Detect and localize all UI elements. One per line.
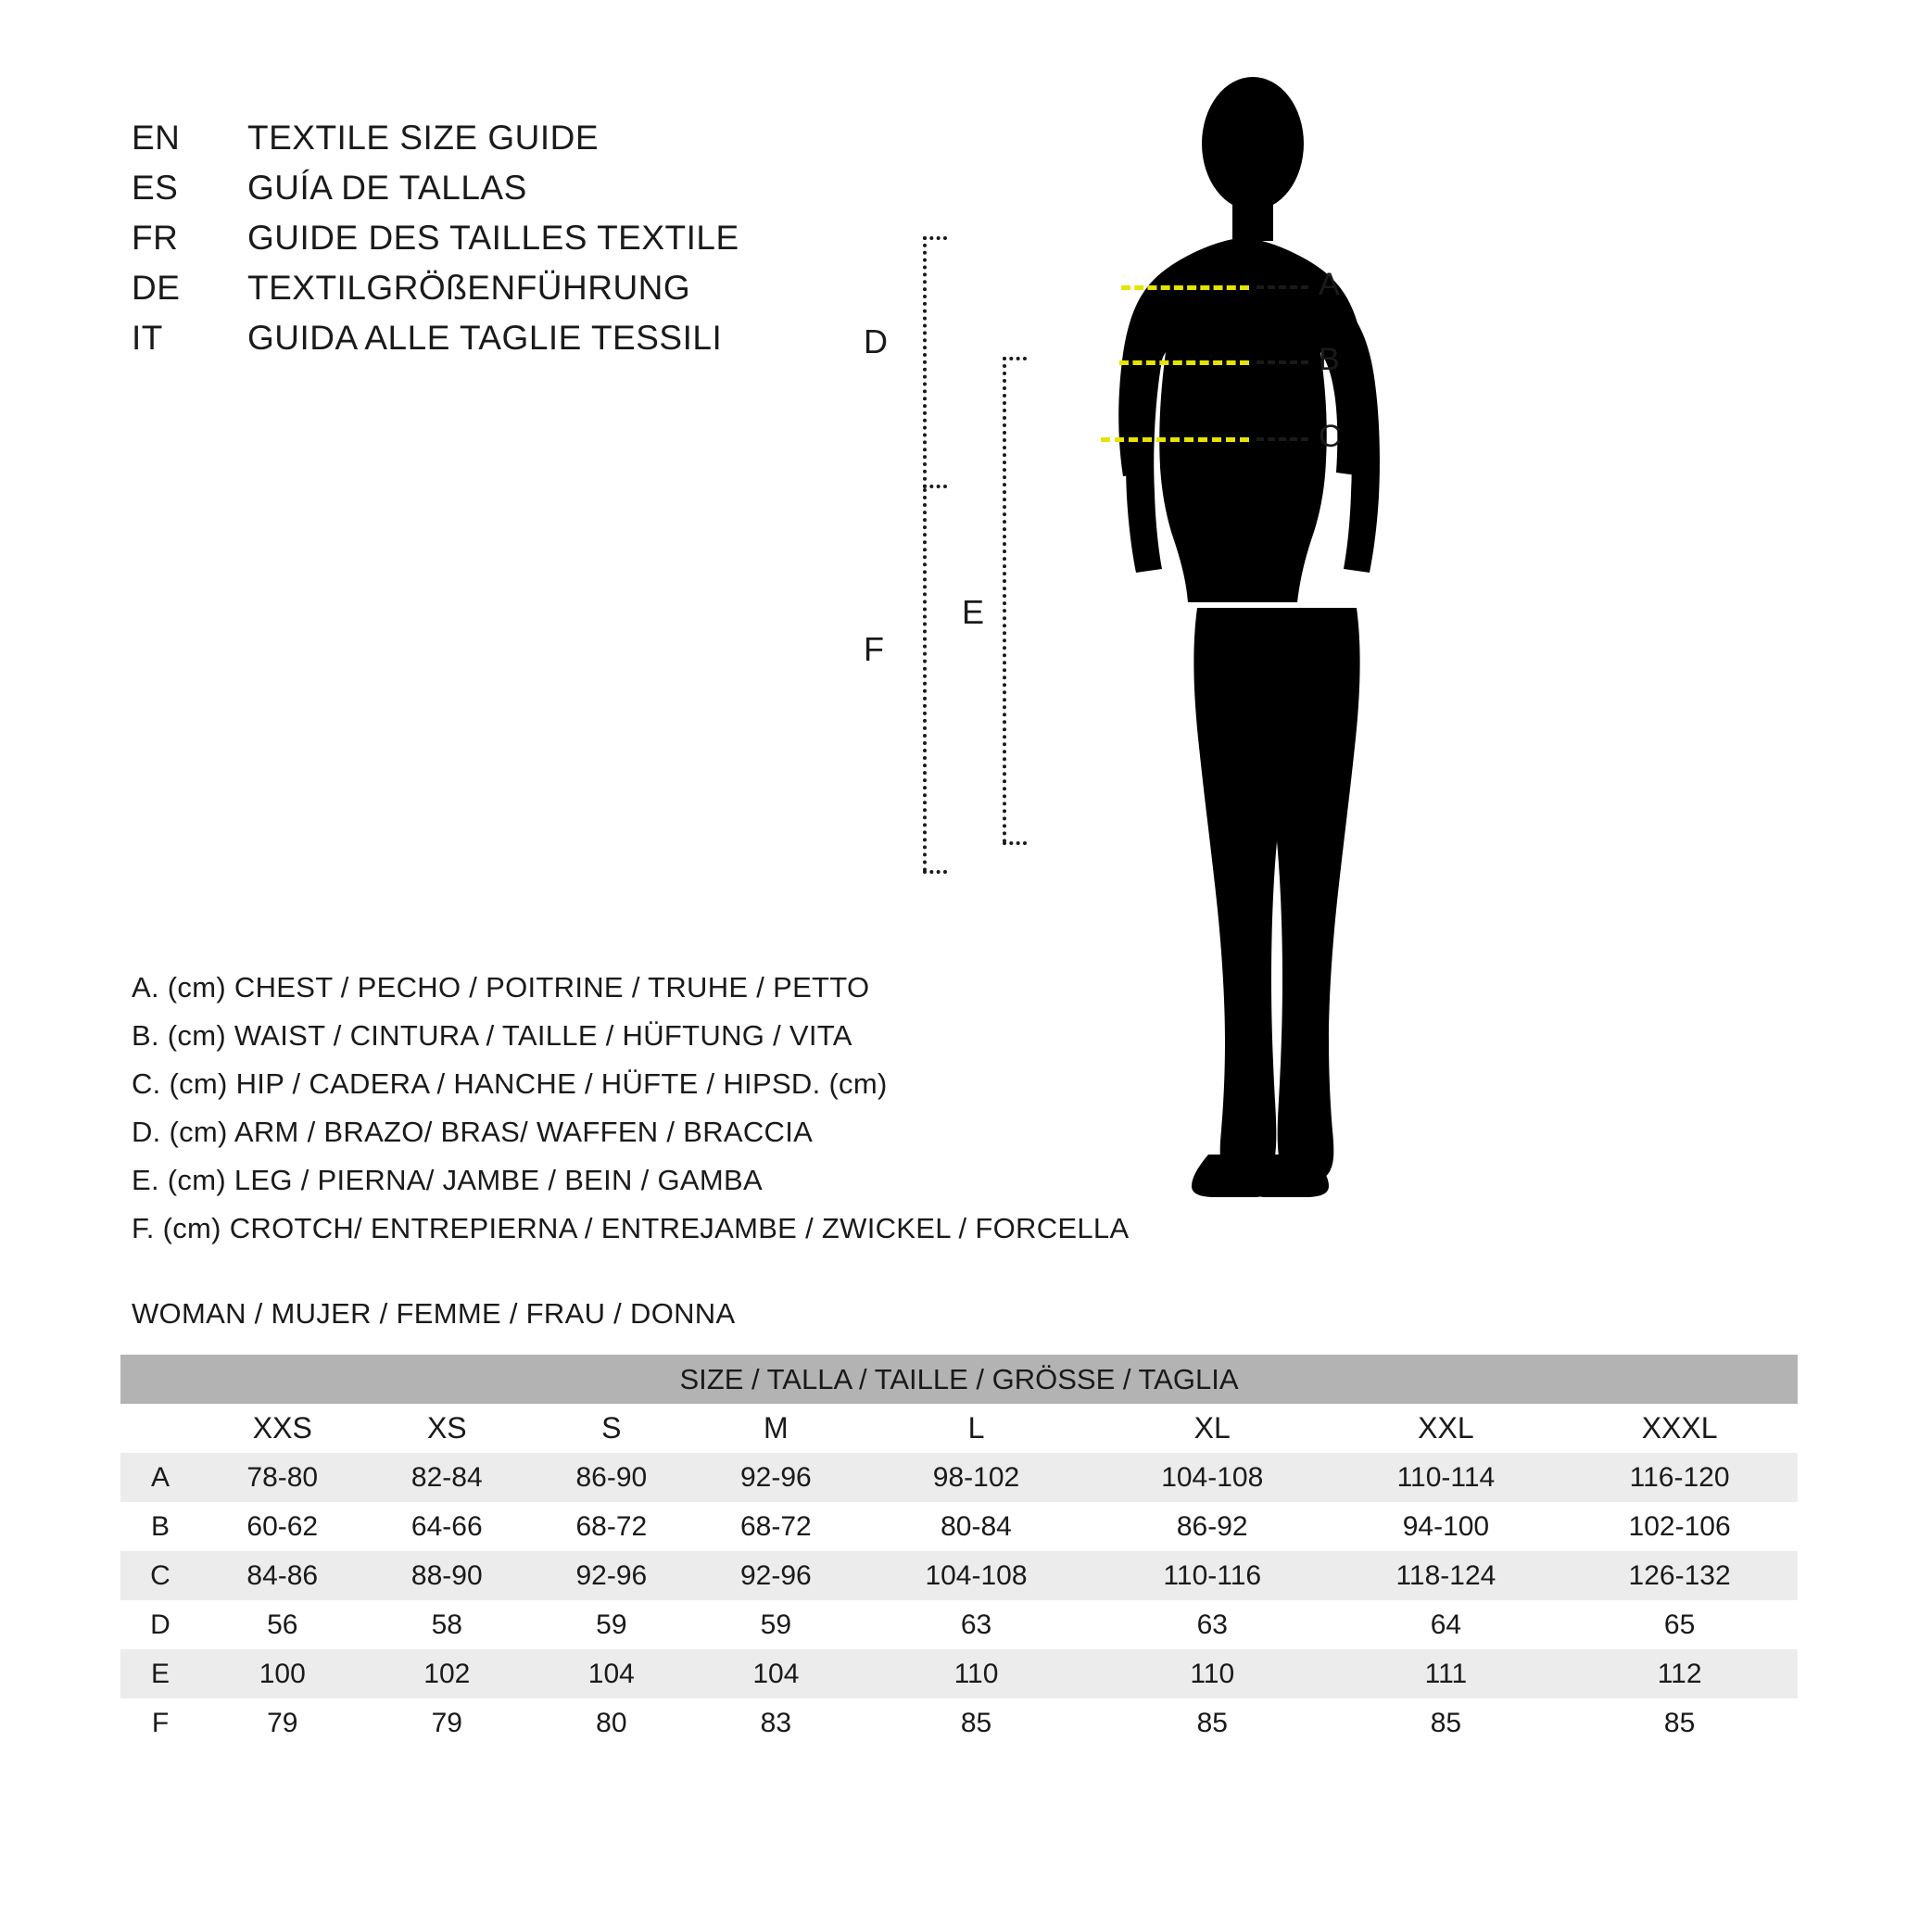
cell-e-xxl: 111 (1331, 1649, 1562, 1698)
legend-item-f: F. (cm) CROTCH/ ENTREPIERNA / ENTREJAMBE / ZWICKEL / FORCELLA (132, 1212, 1130, 1244)
row-label-d: D (120, 1600, 200, 1649)
cell-e-xxs: 100 (200, 1649, 365, 1698)
column-header-xxs: XXS (200, 1404, 365, 1453)
cell-a-xxxl: 116-120 (1561, 1453, 1798, 1502)
cell-b-m: 68-72 (694, 1502, 859, 1551)
size-table (120, 1355, 1798, 1748)
language-title-block (132, 119, 966, 369)
cell-f-xxxl: 85 (1561, 1698, 1798, 1748)
language-code-es: ES (132, 169, 179, 207)
cell-c-xxl: 118-124 (1331, 1551, 1562, 1600)
label-a: A (1319, 267, 1340, 302)
cell-a-xs: 82-84 (365, 1453, 530, 1502)
cell-e-l: 110 (858, 1649, 1094, 1698)
table-row (120, 1649, 1798, 1698)
legend-item-a: A. (cm) CHEST / PECHO / POITRINE / TRUHE / PETTO (132, 971, 870, 1003)
cell-b-s: 68-72 (529, 1502, 694, 1551)
cell-c-xs: 88-90 (365, 1551, 530, 1600)
cell-e-s: 104 (529, 1649, 694, 1698)
cell-f-xxl: 85 (1331, 1698, 1562, 1748)
leg-bracket-tick-bottom (1003, 841, 1027, 845)
chest-measure-line (1121, 285, 1249, 290)
language-text-de: TEXTILGRÖßENFÜHRUNG (247, 269, 691, 307)
cell-d-xxs: 56 (200, 1600, 365, 1649)
table-caption-row (120, 1355, 1798, 1404)
label-b: B (1319, 342, 1340, 377)
language-row-de (132, 269, 966, 319)
language-text-it: GUIDA ALLE TAGLIE TESSILI (247, 319, 723, 357)
language-code-it: IT (132, 319, 163, 357)
label-c: C (1319, 419, 1342, 454)
cell-c-m: 92-96 (694, 1551, 859, 1600)
cell-b-l: 80-84 (858, 1502, 1094, 1551)
cell-c-xxxl: 126-132 (1561, 1551, 1798, 1600)
row-label-e: E (120, 1649, 200, 1698)
cell-b-xxs: 60-62 (200, 1502, 365, 1551)
cell-c-s: 92-96 (529, 1551, 694, 1600)
table-row (120, 1551, 1798, 1600)
cell-d-xs: 58 (365, 1600, 530, 1649)
cell-c-xxs: 84-86 (200, 1551, 365, 1600)
waist-measure-line (1119, 360, 1249, 365)
cell-f-l: 85 (858, 1698, 1094, 1748)
language-text-es: GUÍA DE TALLAS (247, 169, 527, 207)
cell-f-s: 80 (529, 1698, 694, 1748)
row-label-c: C (120, 1551, 200, 1600)
language-text-fr: GUIDE DES TAILLES TEXTILE (247, 219, 739, 257)
cell-f-m: 83 (694, 1698, 859, 1748)
table-caption: SIZE / TALLA / TAILLE / GRÖSSE / TAGLIA (120, 1355, 1798, 1404)
language-code-de: DE (132, 269, 181, 307)
column-header-xxl: XXL (1331, 1404, 1562, 1453)
cell-f-xxs: 79 (200, 1698, 365, 1748)
label-e: E (962, 593, 985, 631)
cell-c-xl: 110-116 (1094, 1551, 1331, 1600)
column-header-xs: XS (365, 1404, 530, 1453)
language-code-fr: FR (132, 219, 179, 257)
cell-a-s: 86-90 (529, 1453, 694, 1502)
cell-a-l: 98-102 (858, 1453, 1094, 1502)
cell-a-m: 92-96 (694, 1453, 859, 1502)
leg-bracket-line (1003, 357, 1006, 843)
crotch-bracket-tick-bottom (923, 870, 947, 874)
legend-item-c: C. (cm) HIP / CADERA / HANCHE / HÜFTE / HIPSD. (cm) (132, 1067, 888, 1100)
cell-d-m: 59 (694, 1600, 859, 1649)
hip-measure-line (1101, 437, 1249, 442)
table-row (120, 1502, 1798, 1551)
row-label-f: F (120, 1698, 200, 1748)
cell-e-xxxl: 112 (1561, 1649, 1798, 1698)
cell-f-xl: 85 (1094, 1698, 1331, 1748)
table-row (120, 1453, 1798, 1502)
legend-item-d: D. (cm) ARM / BRAZO/ BRAS/ WAFFEN / BRACCIA (132, 1116, 814, 1148)
cell-d-xxl: 64 (1331, 1600, 1562, 1649)
section-label-woman: WOMAN / MUJER / FEMME / FRAU / DONNA (132, 1297, 736, 1330)
cell-b-xs: 64-66 (365, 1502, 530, 1551)
cell-a-xxl: 110-114 (1331, 1453, 1562, 1502)
column-header-l: L (858, 1404, 1094, 1453)
cell-e-m: 104 (694, 1649, 859, 1698)
table-row (120, 1600, 1798, 1649)
language-row-it (132, 319, 966, 369)
cell-f-xs: 79 (365, 1698, 530, 1748)
cell-e-xs: 102 (365, 1649, 530, 1698)
leg-bracket-tick-top (1003, 357, 1027, 360)
row-label-a: A (120, 1453, 200, 1502)
legend-item-e: E. (cm) LEG / PIERNA/ JAMBE / BEIN / GAMBA (132, 1164, 763, 1196)
cell-b-xl: 86-92 (1094, 1502, 1331, 1551)
table-row (120, 1698, 1798, 1748)
label-d: D (864, 322, 888, 360)
language-row-en (132, 119, 966, 169)
arm-bracket-line (923, 236, 927, 488)
cell-b-xxl: 94-100 (1331, 1502, 1562, 1551)
size-table-wrapper (120, 1355, 1798, 1748)
language-text-en: TEXTILE SIZE GUIDE (247, 119, 600, 157)
column-header-s: S (529, 1404, 694, 1453)
label-f: F (864, 630, 884, 668)
language-code-en: EN (132, 119, 181, 157)
language-row-es (132, 169, 966, 219)
column-header-xxxl: XXXL (1561, 1404, 1798, 1453)
cell-a-xl: 104-108 (1094, 1453, 1331, 1502)
cell-b-xxxl: 102-106 (1561, 1502, 1798, 1551)
cell-d-xl: 63 (1094, 1600, 1331, 1649)
cell-d-s: 59 (529, 1600, 694, 1649)
table-header-row (120, 1404, 1798, 1453)
crotch-bracket-line (923, 488, 927, 872)
header-corner (120, 1404, 200, 1453)
arm-bracket-tick-top (923, 236, 947, 240)
waist-pointer (1256, 360, 1308, 364)
cell-d-l: 63 (858, 1600, 1094, 1649)
column-header-m: M (694, 1404, 859, 1453)
cell-c-l: 104-108 (858, 1551, 1094, 1600)
legend-block (132, 964, 1290, 1253)
row-label-b: B (120, 1502, 200, 1551)
cell-d-xxxl: 65 (1561, 1600, 1798, 1649)
chest-pointer (1256, 285, 1308, 289)
hip-pointer (1256, 437, 1308, 441)
legend-item-b: B. (cm) WAIST / CINTURA / TAILLE / HÜFTUNG / VITA (132, 1019, 852, 1052)
cell-a-xxs: 78-80 (200, 1453, 365, 1502)
cell-e-xl: 110 (1094, 1649, 1331, 1698)
language-row-fr (132, 219, 966, 269)
column-header-xl: XL (1094, 1404, 1331, 1453)
